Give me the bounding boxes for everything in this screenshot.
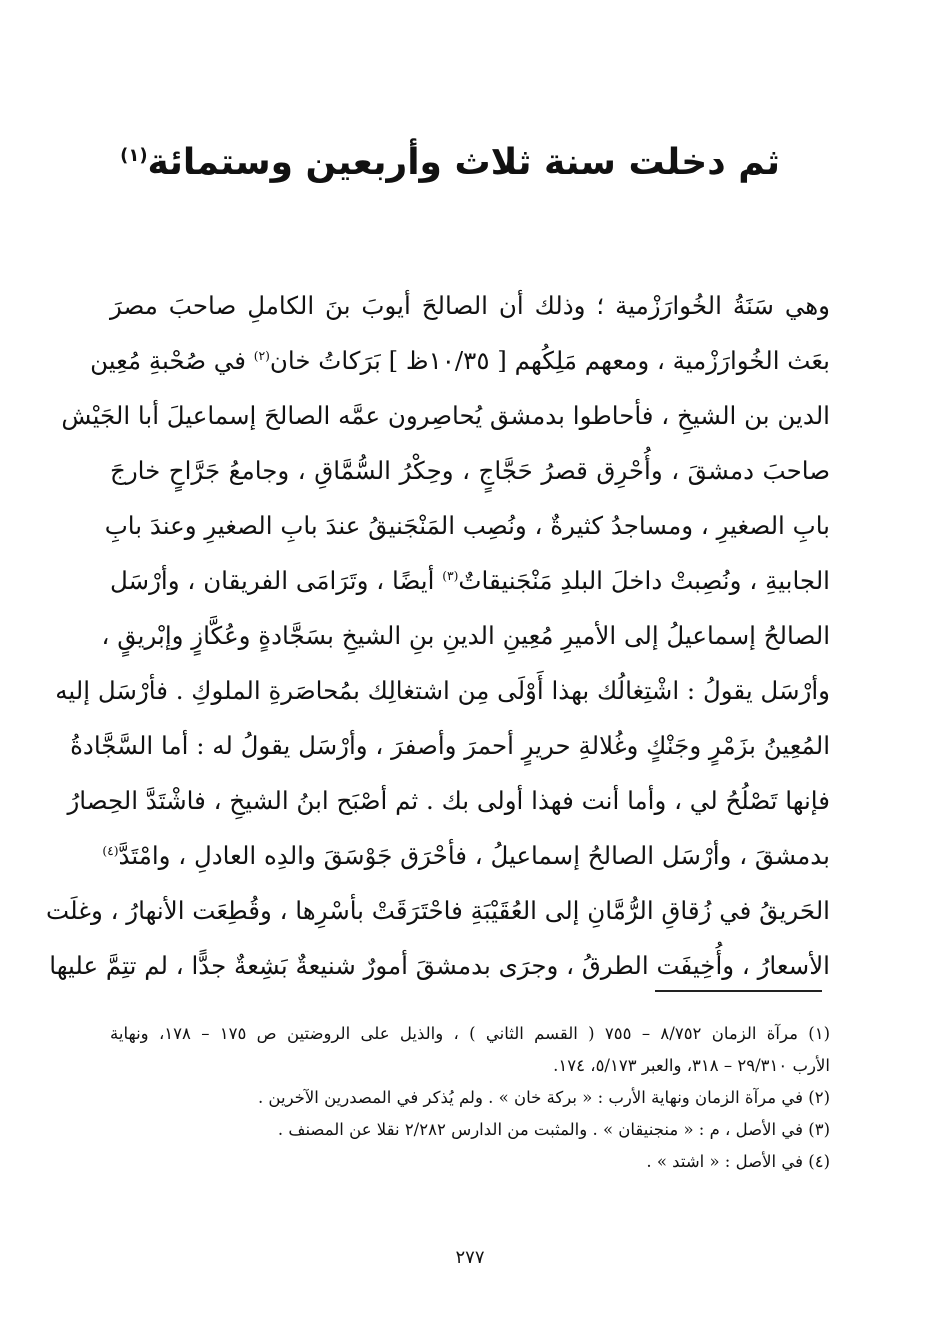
text-line-11-part-a: بدمشقَ ، وأرْسَل الصالحُ إسماعيلُ ، فأحْرَق جَوْسَقَ والدِه العادلِ ، وامْتَدَّ	[118, 841, 830, 870]
text-line-6	[110, 553, 830, 608]
text-line-6-part-a: الجابيةِ ، ونُصِبتْ داخلَ البلدِ مَنْجَنيقاتٌ	[458, 566, 830, 595]
text-line-7: الصالحُ إسماعيلُ إلى الأميرِ مُعِينِ الدينِ بنِ الشيخِ بسَجَّادةٍ وعُكَّازٍ وإبْريقٍ ،	[101, 621, 830, 650]
text-line-2-part-b: في صُحْبةِ مُعِين	[90, 346, 254, 375]
footnote-ref-4: (٤)	[102, 843, 119, 858]
text-line-13: الأسعارُ ، وأُخِيفَت الطرقُ ، وجرَى بدمشقَ أمورٌ شنيعةٌ بَشِعةٌ جدًّا ، لم تتِمَّ عليها	[49, 951, 830, 980]
footnote-ref-3: (٣)	[442, 568, 459, 583]
text-line-11	[102, 828, 830, 883]
chapter-title	[120, 128, 780, 198]
text-line-2	[90, 333, 830, 388]
footnote-1-line-1: (١) مرآة الزمان ٨/٧٥٢ – ٧٥٥ ( القسم الثاني ) ، والذيل على الروضتين ص ١٧٥ – ١٧٨، ونهاية	[110, 1024, 830, 1043]
page-number: ٢٧٧	[455, 1247, 485, 1268]
footnote-1-line-2: الأرب ٢٩/٣١٠ – ٣١٨، والعبر ٥/١٧٣، ١٧٤.	[553, 1056, 830, 1075]
text-line-3: الدين بن الشيخِ ، فأحاطوا بدمشق يُحاصِرون عمَّه الصالحَ إسماعيلَ أبا الجَيْش	[61, 401, 830, 430]
text-line-10: فإنها تَصْلُحُ لي ، وأما أنت فهذا أولى بك . ثم أصْبَح ابنُ الشيخِ ، فاشْتَدَّ الحِصارُ	[67, 786, 830, 815]
main-text	[46, 278, 830, 993]
text-line-12: الحَريقُ في زُقاقِ الرُّمَّانِ إلى العُقَيْبَةِ فاحْتَرَقَتْ بأسْرِها ، وقُطِعَت الأنهارُ ، وغلَت	[46, 896, 830, 925]
text-line-9: المُعِينُ بزَمْرٍ وجَنْكٍ وغُلالةِ حريرٍ أحمرَ وأصفرَ ، وأرْسَل يقولُ له : أما السَّجَّادةُ	[70, 731, 830, 760]
footnote-4: (٤) في الأصل : « اشتد » .	[646, 1152, 830, 1171]
footnote-2: (٢) في مرآة الزمان ونهاية الأرب : « بركة خان » . ولم يُذكر في المصدرين الآخرين .	[257, 1088, 830, 1107]
footnote-ref-2: (٢)	[253, 348, 270, 363]
text-line-5: بابِ الصغيرِ ، ومساجدُ كثيرةٌ ، ونُصِب المَنْجَنيقُ عندَ بابِ الصغيرِ وعندَ بابِ	[104, 511, 830, 540]
footnote-3: (٣) في الأصل ، م : « منجنيقان » . والمثبت من الدارس ٢/٢٨٢ نقلا عن المصنف .	[277, 1120, 830, 1139]
text-line-2-part-a: بعَث الخُوارَزْمية ، ومعهم مَلِكُهم [ ١٠/٣٥ظ ] بَرَكاتُ خان	[269, 346, 830, 375]
text-line-8: وأرْسَل يقولُ : اشْتِغالُك بهذا أَوْلَى مِن اشتغالِك بمُحاصَرةِ الملوكِ . فأرْسَل إليه	[55, 676, 830, 705]
title-footnote-ref: (١)	[120, 145, 148, 166]
footnote-separator	[655, 990, 822, 992]
chapter-title-text: ثم دخلت سنة ثلاث وأربعين وستمائة	[147, 142, 780, 183]
text-line-6-part-b: أيضًا ، وتَرَامَى الفريقان ، وأرْسَل	[110, 566, 443, 595]
text-line-1: وهي سَنَةُ الخُوارَزْمية ؛ وذلك أن الصالحَ أيوبَ بنَ الكاملِ صاحبَ مصرَ	[110, 291, 830, 320]
footnotes	[110, 1018, 830, 1178]
text-line-4: صاحبَ دمشقَ ، وأُحْرِق قصرُ حَجَّاجٍ ، وحِكْرُ السُّمَّاقِ ، وجامعُ جَرَّاحٍ خارجَ	[110, 456, 830, 485]
